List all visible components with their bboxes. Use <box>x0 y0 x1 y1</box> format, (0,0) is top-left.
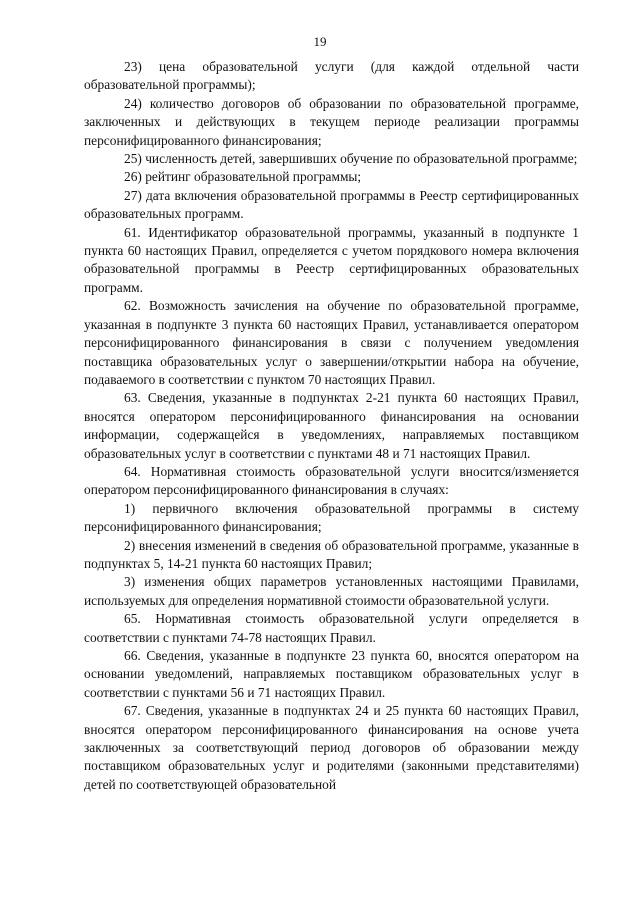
clause-62: 62. Возможность зачисления на обучение по образовательной программе, указанная в подпункте 3 пункта 60 настоящих Правил, устанавливается оператором персонифицированного финансирования в связи с получением уведомления поставщика образовательных услуг о завершении/открытии набора на обучение, подаваемого в соответствии с пунктом 70 настоящих Правил. <box>84 298 579 387</box>
clause-64: 64. Нормативная стоимость образовательной услуги вносится/изменяется оператором персонифицированного финансирования в случаях: <box>84 463 579 498</box>
clause-64-item-3: 3) изменения общих параметров установленных настоящими Правилами, используемых для определения нормативной стоимости образовательной услуги. <box>84 574 579 608</box>
page-number: 19 <box>313 34 327 49</box>
list-item-23: 23) цена образовательной услуги (для каждой отдельной части образовательной программы); <box>84 59 579 93</box>
list-item-24: 24) количество договоров об образовании по образовательной программе, заключенных и действующих в текущем периоде реализации программы персонифицированного финансирования; <box>84 95 579 148</box>
clause-65: 65. Нормативная стоимость образовательной услуги определяется в соответствии с пунктами 74-78 настоящих Правил. <box>84 611 579 645</box>
clause-63: 63. Сведения, указанные в подпунктах 2-21 пункта 60 настоящих Правил, вносятся оператором персонифицированного финансирования на основании информации, содержащейся в уведомлениях, направляемых поставщиком образовательных услуг в соответствии с пунктами 48 и 71 настоящих Правил. <box>84 390 579 461</box>
clause-66: 66. Сведения, указанные в подпункте 23 пункта 60, вносятся оператором на основании уведомлений, направляемых поставщиком образовательных услуг в соответствии с пунктами 56 и 71 настоящих Правил. <box>84 648 579 700</box>
clause-61: 61. Идентификатор образовательной программы, указанный в подпункте 1 пункта 60 настоящих Правил, определяется с учетом порядкового номера включения образовательной программы в Реестр сертифицированных образовательных программ. <box>84 224 579 295</box>
clause-67: 67. Сведения, указанные в подпунктах 24 и 25 пункта 60 настоящих Правил, вносятся оператором персонифицированного финансирования на основе учета заключенных за соответствующий период договоров об образовании между поставщиком образовательных услуг и родителями (законными представителями) детей по соответствующей образовательной <box>84 703 579 792</box>
clause-64-item-1: 1) первичного включения образовательной программы в систему персонифицированного финансирования; <box>84 500 579 535</box>
list-item-25: 25) численность детей, завершивших обучение по образовательной программе; <box>124 151 578 167</box>
list-item-26: 26) рейтинг образовательной программы; <box>124 169 362 185</box>
document-body <box>84 58 579 794</box>
list-item-27: 27) дата включения образовательной программы в Реестр сертифицированных образовательных программ. <box>84 187 579 222</box>
clause-64-item-2: 2) внесения изменений в сведения об образовательной программе, указанные в подпунктах 5, 14-21 пункта 60 настоящих Правил; <box>84 537 579 571</box>
